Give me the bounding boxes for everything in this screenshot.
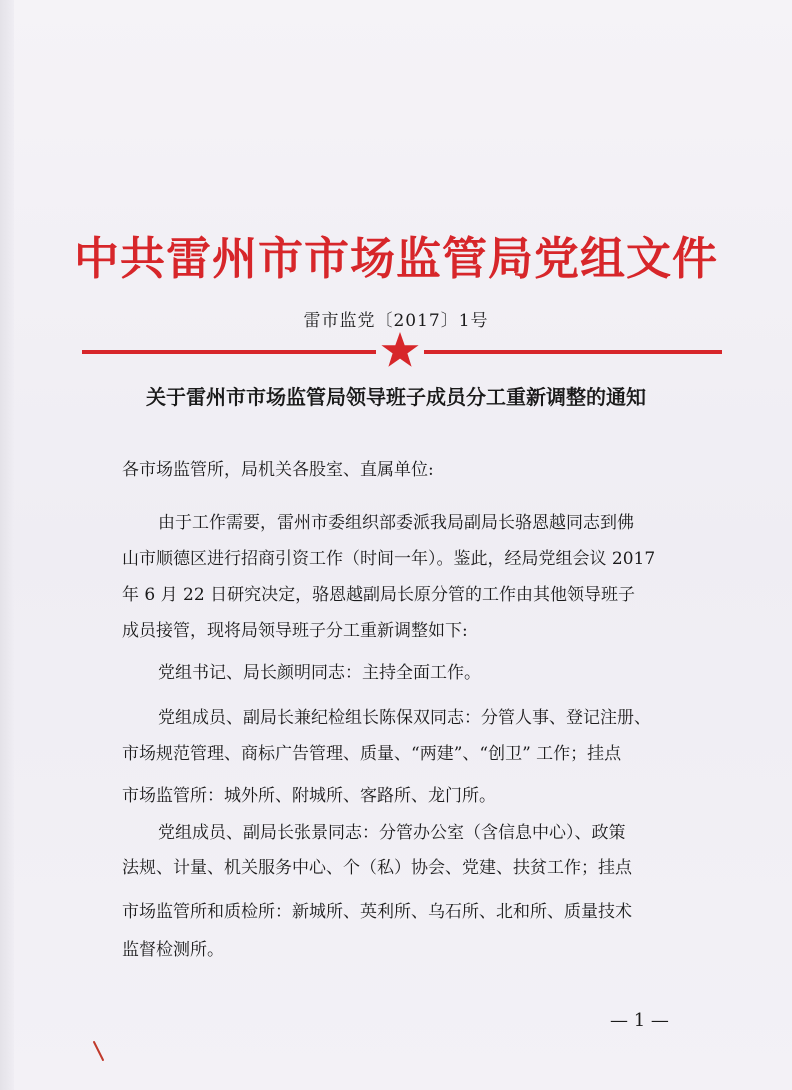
body-line: 成员接管，现将局领导班子分工重新调整如下: <box>122 621 468 641</box>
body-line: 监督检测所。 <box>122 940 224 960</box>
body-line: 市场规范管理、商标广告管理、质量、“两建”、“创卫” 工作；挂点 <box>122 744 622 764</box>
body-line: 年 6 月 22 日研究决定，骆恩越副局长原分管的工作由其他领导班子 <box>122 585 636 605</box>
body-line: 党组书记、局长颜明同志：主持全面工作。 <box>158 663 481 683</box>
red-rule-left <box>82 350 376 354</box>
issuer-title: 中共雷州市市场监管局党组文件 <box>73 232 718 285</box>
body-line: 山市顺德区进行招商引资工作（时间一年）。鉴此，经局党组会议 2017 <box>122 549 656 569</box>
page-number: — 1 — <box>610 1010 669 1031</box>
body-line: 由于工作需要，雷州市委组织部委派我局副局长骆恩越同志到佛 <box>158 513 634 533</box>
body-line: 市场监管所和质检所：新城所、英利所、乌石所、北和所、质量技术 <box>122 902 632 922</box>
pen-mark-icon <box>92 1040 106 1062</box>
notice-title: 关于雷州市市场监管局领导班子成员分工重新调整的通知 <box>146 385 646 409</box>
star-icon <box>380 330 420 370</box>
paper-edge-shadow <box>0 0 14 1090</box>
body-line: 党组成员、副局长张景同志：分管办公室（含信息中心）、政策 <box>158 823 626 843</box>
addressee-line: 各市场监管所，局机关各股室、直属单位: <box>122 460 434 480</box>
red-rule-right <box>424 350 722 354</box>
document-number: 雷市监党〔2017〕1号 <box>303 311 489 331</box>
body-line: 市场监管所：城外所、附城所、客路所、龙门所。 <box>122 786 496 806</box>
body-line: 法规、计量、机关服务中心、个（私）协会、党建、扶贫工作；挂点 <box>122 858 632 878</box>
body-line: 党组成员、副局长兼纪检组长陈保双同志：分管人事、登记注册、 <box>158 708 651 728</box>
